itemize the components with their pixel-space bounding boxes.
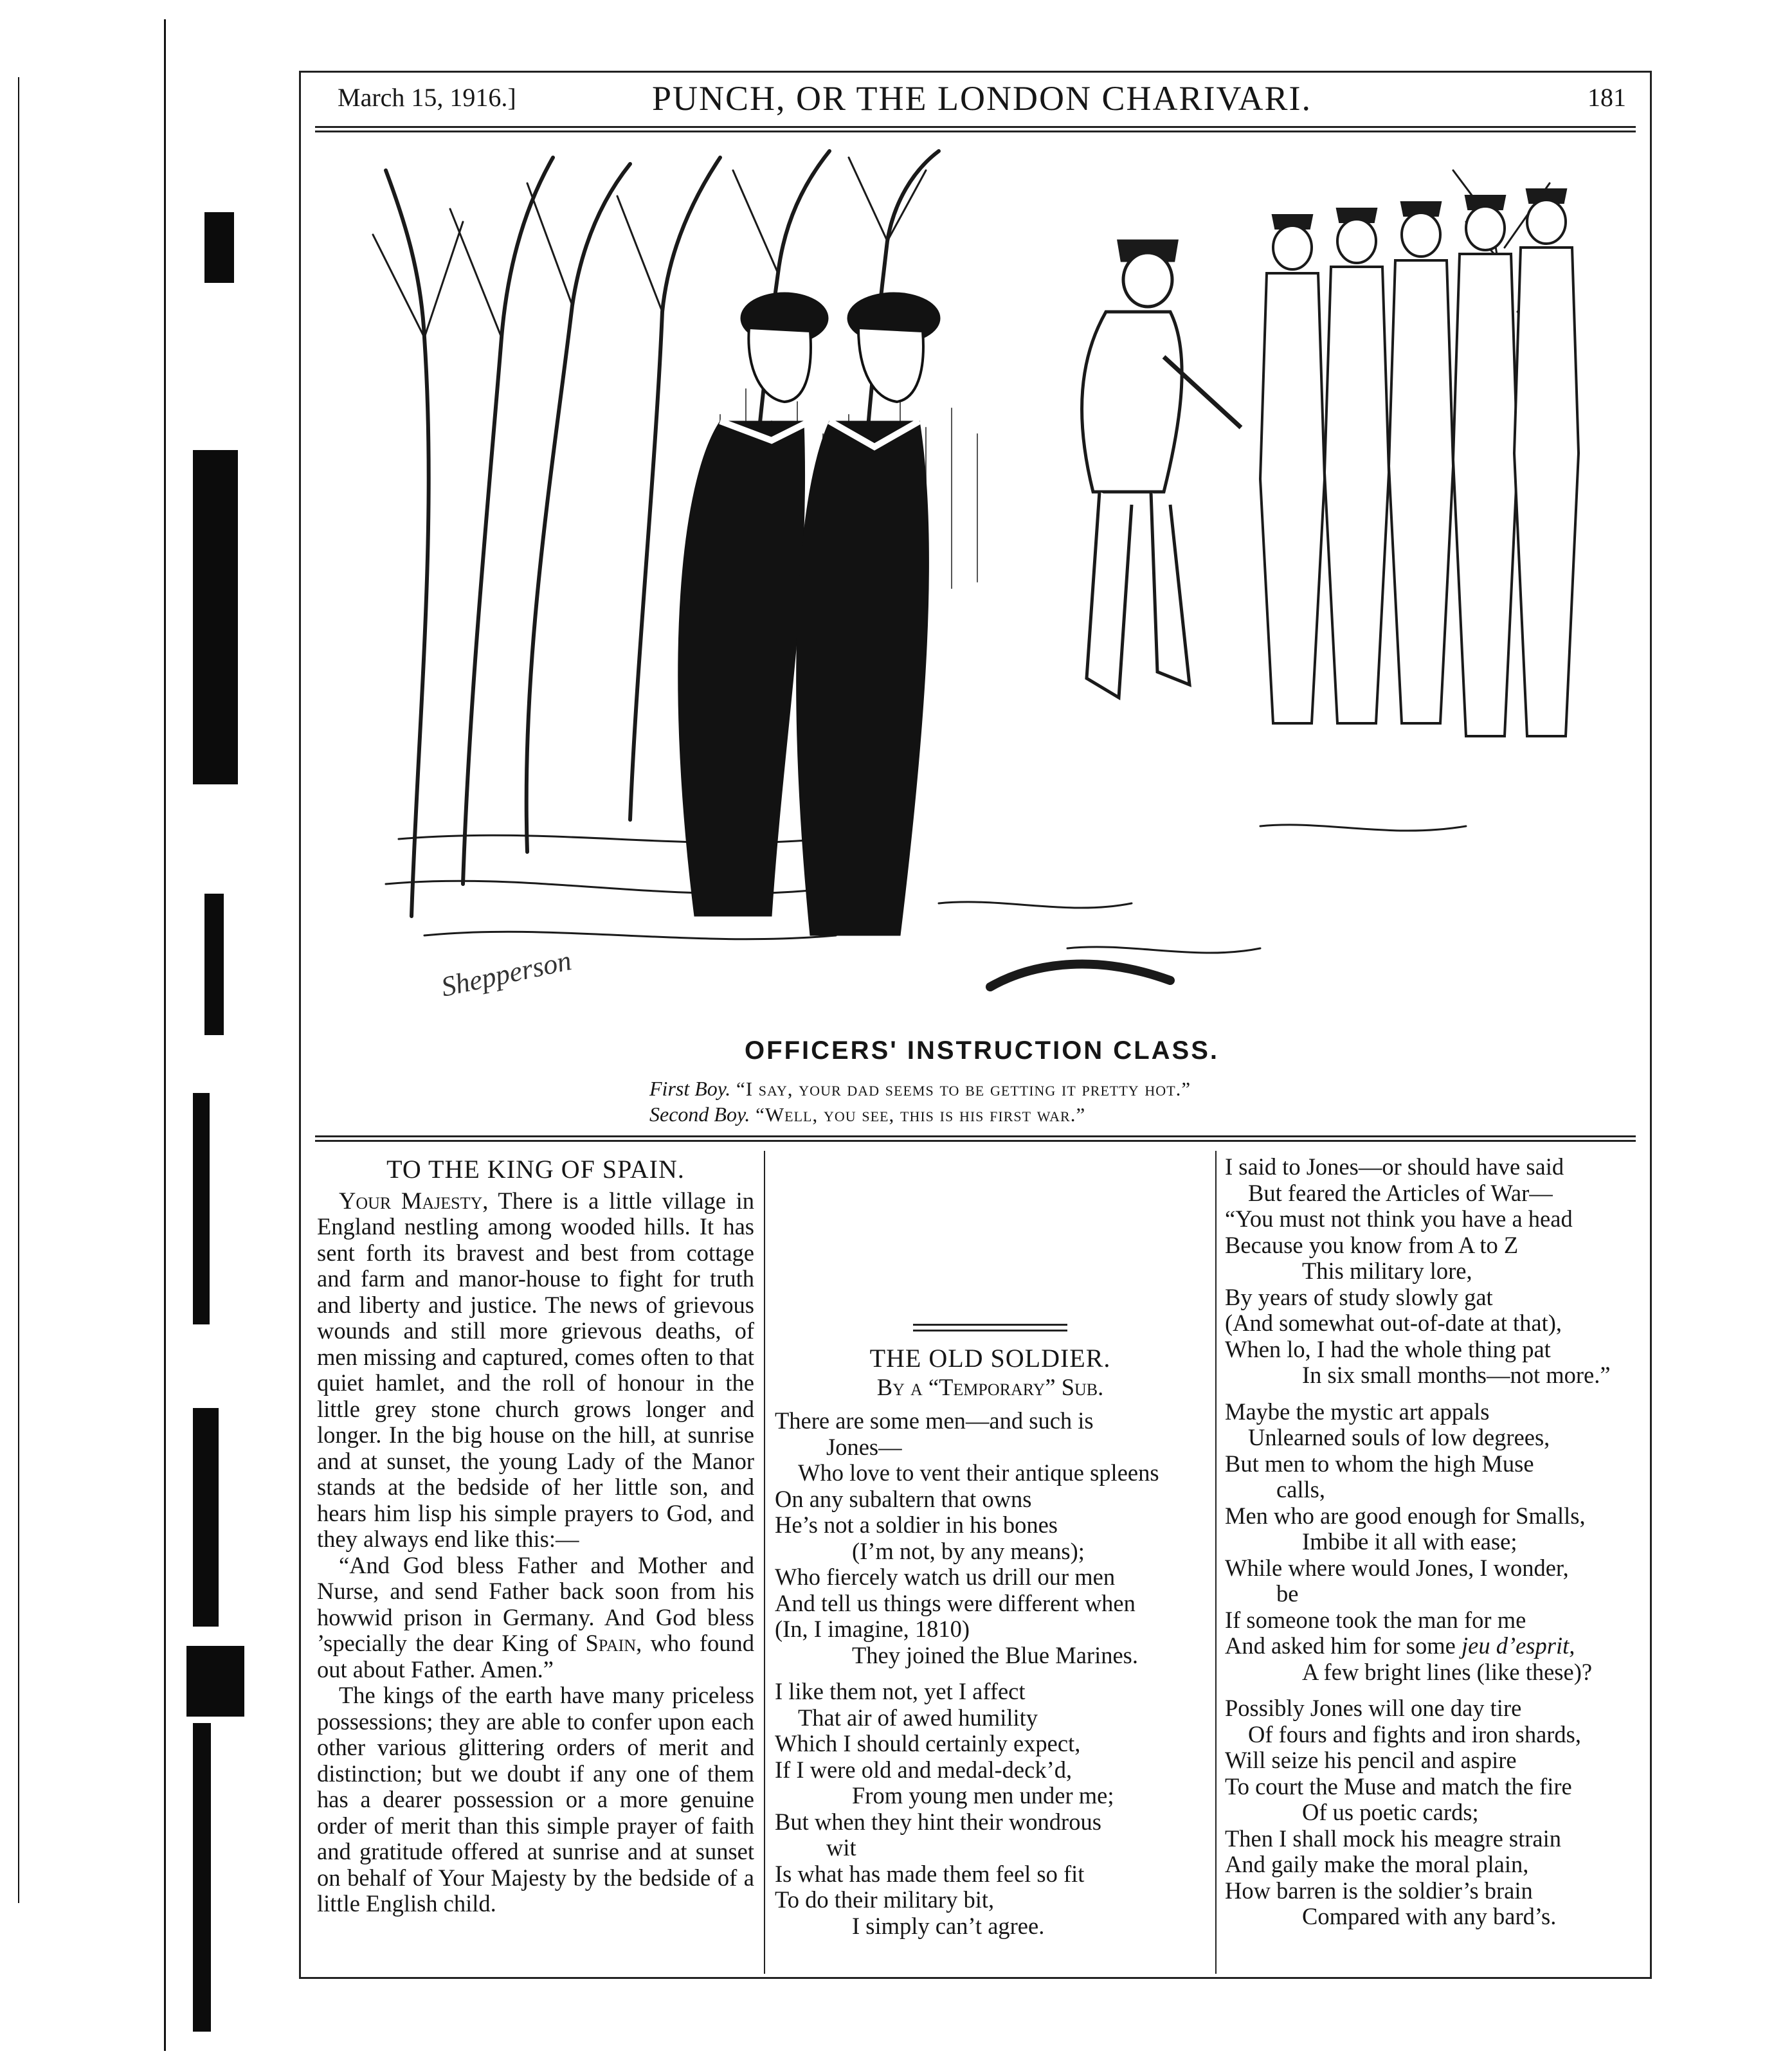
poem-stanza <box>1225 1695 1649 1930</box>
caption-dialogue-1 <box>649 1077 1191 1101</box>
poem-stanza <box>1225 1399 1649 1686</box>
dialogue-first-boy: “I say, your dad seems to be getting it pretty hot.” <box>736 1078 1191 1100</box>
poem-stanza <box>775 1679 1206 1939</box>
verse-line: But feared the Articles of War— <box>1248 1179 1553 1206</box>
verse-line: From young men under me; <box>852 1782 1114 1809</box>
verse-line: But men to whom the high Muse <box>1225 1450 1534 1477</box>
officer <box>1389 203 1453 723</box>
verse-line: Men who are good enough for Smalls, <box>1225 1502 1586 1529</box>
verse-line: (In, I imagine, 1810) <box>775 1616 970 1642</box>
verse-line: Who fiercely watch us drill our men <box>775 1564 1116 1590</box>
issue-date: March 15, 1916.] <box>338 83 516 112</box>
verse-text: And asked him for some <box>1225 1632 1462 1659</box>
verse-line: be <box>1276 1580 1299 1607</box>
article-paragraph <box>317 1682 754 1917</box>
scan-binding-shadow <box>204 212 234 283</box>
verse-line: Unlearned souls of low degrees, <box>1248 1424 1550 1450</box>
header-rule <box>315 126 1636 132</box>
verse-line: In six small months—not more.” <box>1302 1362 1611 1388</box>
verse-line: If someone took the man for me <box>1225 1606 1526 1633</box>
verse-line: (And somewhat out-of-date at that), <box>1225 1310 1562 1336</box>
caption-dialogue-2 <box>649 1103 1085 1126</box>
verse-line: Which I should certainly expect, <box>775 1730 1081 1756</box>
poem-stanza <box>1225 1154 1649 1389</box>
cartoon-illustration <box>360 145 1607 1019</box>
officer <box>1325 209 1389 723</box>
dialogue-second-boy: “Well, you see, this is his first war.” <box>756 1103 1086 1126</box>
verse-line: A few bright lines (like these)? <box>1302 1658 1593 1685</box>
scan-binding-shadow <box>204 894 224 1035</box>
scan-binding-shadow <box>193 1723 211 2032</box>
article-prayer <box>317 1553 754 1683</box>
verse-line: Then I shall mock his meagre strain <box>1225 1825 1562 1852</box>
verse-line: Possibly Jones will one day tire <box>1225 1695 1522 1721</box>
article-paragraph <box>317 1188 754 1553</box>
scan-binding-shadow <box>193 1408 219 1627</box>
verse-line: Who love to vent their antique spleens <box>798 1459 1159 1486</box>
verse-line: When lo, I had the whole thing pat <box>1225 1335 1551 1362</box>
column-2 <box>775 1154 1206 1967</box>
verse-line: I like them not, yet I affect <box>775 1678 1026 1704</box>
verse-line: I said to Jones—or should have said <box>1225 1153 1564 1180</box>
column-1 <box>317 1154 754 1967</box>
caption-rule <box>315 1135 1636 1142</box>
verse-line: Of us poetic cards; <box>1302 1799 1479 1825</box>
verse-line: Is what has made them feel so fit <box>775 1860 1085 1887</box>
first-boy-face <box>748 328 811 402</box>
page-number: 181 <box>1588 83 1626 112</box>
verse-line: On any subaltern that owns <box>775 1485 1032 1512</box>
verse-line: And gaily make the moral plain, <box>1225 1851 1529 1877</box>
prayer-text: “And God bless Father and Mother and Nurse, and send Father back soon from his howwid prison in Germany. And God bless ’specially the dear King of <box>317 1551 754 1656</box>
column-3 <box>1225 1154 1649 1967</box>
verse-line: But when they hint their wondrous <box>775 1808 1101 1835</box>
verse-italic: jeu d’esprit, <box>1461 1632 1575 1659</box>
masthead-title: PUNCH, OR THE LONDON CHARIVARI. <box>651 79 1312 118</box>
verse-line: That air of awed humility <box>798 1704 1038 1731</box>
officer <box>1514 190 1579 736</box>
speaker-second-boy: Second Boy. <box>649 1103 750 1126</box>
verse-line: By years of study slowly gat <box>1225 1283 1493 1310</box>
two-boys <box>678 293 940 935</box>
column-divider <box>764 1151 765 1974</box>
verse-line: “You must not think you have a head <box>1225 1205 1573 1232</box>
verse-line: To do their military bit, <box>775 1886 995 1913</box>
officer <box>1453 196 1517 736</box>
verse-line: There are some men—and such is <box>775 1407 1094 1434</box>
scan-binding-shadow <box>193 450 238 784</box>
verse-line: I simply can’t agree. <box>852 1912 1045 1939</box>
verse-line: And tell us things were different when <box>775 1589 1136 1616</box>
article-title-spain: TO THE KING OF SPAIN. <box>386 1155 685 1184</box>
poem-byline: By a “Temporary” Sub. <box>876 1373 1104 1400</box>
scan-edge-line <box>164 19 166 2051</box>
scan-binding-shadow <box>193 1093 210 1324</box>
drill-instructor <box>1082 241 1241 698</box>
verse-line: Maybe the mystic art appals <box>1225 1398 1490 1425</box>
verse-line: While where would Jones, I wonder, <box>1225 1554 1569 1581</box>
speaker-first-boy: First Boy. <box>649 1077 731 1100</box>
officer <box>1260 215 1325 723</box>
second-boy-body <box>797 421 929 935</box>
scan-binding-shadow <box>186 1646 244 1717</box>
artist-signature: Shepperson <box>438 944 574 1003</box>
cartoon-caption-title: OFFICERS' INSTRUCTION CLASS. <box>745 1036 1219 1065</box>
poem-title: THE OLD SOLDIER. <box>869 1344 1111 1373</box>
poem-stanza <box>775 1408 1206 1668</box>
verse-line: Compared with any bard’s. <box>1302 1903 1557 1929</box>
column-divider <box>1215 1151 1217 1974</box>
scan-edge-line <box>18 77 19 1903</box>
verse-line: He’s not a soldier in his bones <box>775 1512 1058 1538</box>
paragraph-text: There is a little village in England nestling among wooded hills. It has sent forth its bravest and best from cottage and farm and manor-house to fight for truth and liberty and justice. The news of grievous wounds and still more grievous deaths, of men missing and captured, comes often to that quiet hamlet, and the roll of honour in the little grey stone church grows longer and longer. In the big house on the hill, at sunrise and at sunset, the young Lady of the Manor stands at the bedside of her little son, and hears him lisp his simple prayers to God, and they always end like this:— <box>317 1187 754 1552</box>
verse-line: If I were old and medal-deck’d, <box>775 1756 1072 1783</box>
verse-line: (I’m not, by any means); <box>852 1537 1085 1564</box>
verse-line: They joined the Blue Marines. <box>852 1641 1138 1668</box>
verse-line: Of fours and fights and iron shards, <box>1248 1720 1582 1747</box>
salutation: Your Majesty, <box>339 1187 489 1214</box>
prayer-king-name: Spain <box>585 1630 637 1656</box>
verse-line: How barren is the soldier’s brain <box>1225 1877 1533 1904</box>
second-boy-face <box>858 328 923 402</box>
paragraph-text: The kings of the earth have many priceless possessions; they are able to confer upon each other various glittering orders of merit and distinction; but we doubt if any one of them has a dearer possession or a more genuine order of merit than this simple prayer of faith and gratitude offered at sunrise and at sunset on behalf of Your Majesty by the bedside of a little English child. <box>317 1682 754 1917</box>
verse-line: Imbibe it all with ease; <box>1302 1528 1517 1555</box>
verse-line <box>1225 1633 1649 1659</box>
section-separator <box>913 1324 1067 1331</box>
verse-line: Because you know from A to Z <box>1225 1231 1519 1258</box>
running-header <box>338 76 1626 125</box>
verse-line: calls, <box>1276 1476 1326 1503</box>
verse-line: Will seize his pencil and aspire <box>1225 1747 1517 1773</box>
verse-line: Jones— <box>826 1433 902 1460</box>
officer-line <box>1260 190 1579 736</box>
verse-line: This military lore, <box>1302 1258 1472 1284</box>
prayer-text-end: , who found out about Father. Amen.” <box>317 1630 755 1683</box>
verse-line: wit <box>826 1834 856 1861</box>
verse-line: To court the Muse and match the fire <box>1225 1773 1572 1800</box>
